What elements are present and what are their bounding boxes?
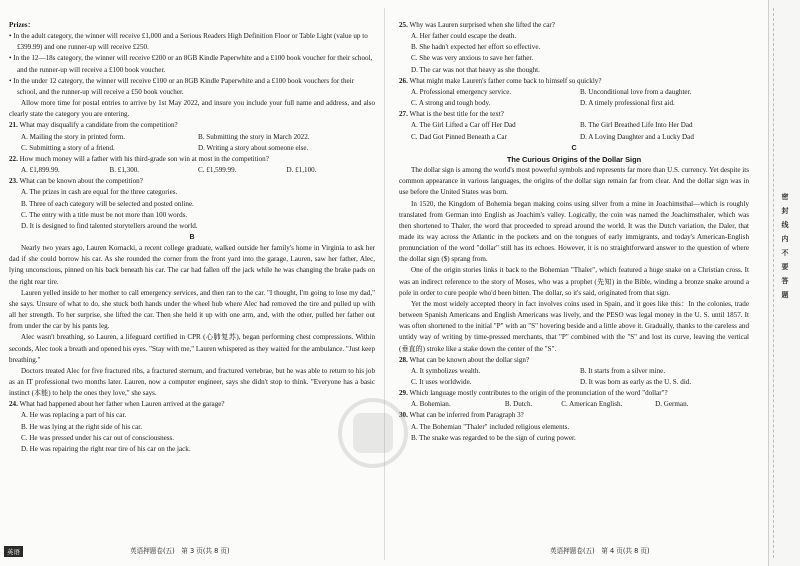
option-a[interactable]: A. The Girl Lifted a Car off Her Dad <box>411 121 516 130</box>
option-b[interactable]: B. It starts from a silver mine. <box>580 366 666 375</box>
prize-item-teen: • In the 12—18s category, the winner will receive £200 or an 8GB Kindle Paperwhite and a £100 book voucher for their school, and the runner-up will receive a £100 book voucher. <box>9 54 373 74</box>
prize-item-adult: • In the adult category, the winner will receive £1,000 and a Serious Readers High Definition Floor or Table Light (value up to £399.99) and one runner-up will receive £250. <box>9 32 368 52</box>
passage-c-title: The Curious Origins of the Dollar Sign <box>506 154 642 164</box>
option-a[interactable]: A. Professional emergency service. <box>411 87 512 96</box>
option-b[interactable]: B. Submitting the story in March 2022. <box>198 132 310 141</box>
question-27: 27. What is the best title for the text? A. The Girl Lifted a Car off Her Dad B. The Girl Breathed Life Into Her Dad C. Dad Got Pinned Beneath a Car D. A Loving Daughter and a Lucky Dad <box>399 109 749 142</box>
option-c[interactable]: C. It uses worldwide. <box>411 378 472 386</box>
watermark-seal-inner <box>353 413 393 453</box>
option-d[interactable]: D. The car was not that heavy as she thought. <box>411 65 540 74</box>
question-28: 28. What can be known about the dollar sign? A. It symbolizes wealth. B. It starts from a silver mine. C. It uses worldwide. D. It was born as early as the U. S. did. <box>399 355 749 388</box>
passage-c-para-4: Yet the most widely accepted theory in fact involves coins used in Spain, and it goes like this：In the colonies, trade between Spanish Americans and English Americans was lively, and the PESO was legal money in the U. S. until 1857. It was often shortened to the initial "P" with an "S" hovering beside and a little above it. Gradually, thanks to the careless and untidy way of writing by time-pressed merchants, that "P" combined with the "S" and lost its curve, leaving the vertical (垂直的) stroke like a stake down the center of the "S". <box>399 299 749 353</box>
option-b[interactable]: B. Three of each category will be selected and posted online. <box>21 199 194 208</box>
passage-c-para-3: One of the origin stories links it back to the Bohemian "Thaler", which featured a huge snake on a Christian cross. It was an indirect reference to the story of Moses, who was a prophet (先知) in the Bible, winding a bronze snake around a pole in order to cure people who'd been bitten. The dollar, so it's said, originated from that sign. <box>399 266 749 297</box>
option-c[interactable]: C. A strong and tough body. <box>411 99 491 108</box>
option-c[interactable]: C. Submitting a story of a friend. <box>21 143 115 152</box>
option-c[interactable]: C. American English. <box>561 400 623 409</box>
option-d[interactable]: D. Writing a story about someone else. <box>198 143 309 152</box>
option-d[interactable]: D. German. <box>655 400 689 409</box>
passage-b-para-1: Nearly two years ago, Lauren Kornacki, a recent college graduate, walked outside her family's home in Virginia to ask her dad if she could borrow his car. As she rounded the corner from the front yard into the garage, Lauren, saw her father, Alec, lying unconscious, pinned on his back beneath his car. The car had fallen off the jack while he was changing the brake pads on the right rear tire. <box>9 244 375 286</box>
option-c[interactable]: C. She was very anxious to save her father. <box>411 54 534 63</box>
prizes-heading: Prizes： <box>9 21 35 29</box>
prize-item-child: • In the under 12 category, the winner will receive £100 or an 8GB Kindle Paperwhite and a £100 book vouchers for their school, and the runner-up will receive a £50 book voucher. <box>9 76 354 96</box>
option-b[interactable]: B. £1,300. <box>109 166 140 175</box>
right-column <box>399 20 749 444</box>
option-a[interactable]: A. Mailing the story in printed form. <box>21 132 126 141</box>
passage-b-para-2: Lauren yelled inside to her mother to call emergency services, and then ran to the car. "I thought, I'm going to lose my dad," she says. Unsure of what to do, she stuck both hands under the wheel hub where Alec had removed the tire and pulled up with all her strength. To her surprise, she lifted the car. Then she held it up with one arm, and, with the other, pulled her father out from under the car by his pants leg. <box>9 288 375 331</box>
question-25: 25. Why was Lauren surprised when she lifted the car? A. Her father could escape the death. B. She hadn't expected her effort so effective. C. She was very anxious to save her father. D. The car was not that heavy as she thought. <box>399 20 749 76</box>
question-29: 29. Which language mostly contributes to the origin of the pronunciation of the word "dollar"? A. Bohemian. B. Dutch. C. American English. D. German. <box>399 388 749 410</box>
watermark-seal-icon <box>338 398 408 468</box>
seal-line-notice: 密 封 线 内 不 要 答 题 <box>781 193 789 299</box>
option-a[interactable]: A. Her father could escape the death. <box>411 32 517 41</box>
seal-dashed-line <box>773 8 774 558</box>
passage-c-para-2: In 1520, the Kingdom of Bohemia began making coins using silver from a mine in Joachimsthal—which is roughly translated from German into English as Joachim's valley. Logically, the coin was named the Joachimsthaler, which was then shortened to Thaler, the word that proceeded to spread around the world. It was the Dutch variation, the Daler, that made its way across the Atlantic in the pockets and on the tongues of early immigrants, and today's American-English pronunciation of the word "dollar" still has its echoes. However, it is no straightforward answer to the question of where the dollar sign ($) sprang from. <box>399 199 749 264</box>
option-c[interactable]: C. Dad Got Pinned Beneath a Car <box>411 132 507 141</box>
option-b[interactable]: B. The Girl Breathed Life Into Her Dad <box>580 121 693 130</box>
left-column <box>9 20 375 455</box>
question-23: 23. What can be known about the competition? A. The prizes in cash are equal for the three categories. B. Three of each category will be selected and posted online. C. The entry with a title must be not more than 100 words. D. It is designed to find talented storytellers around the world. <box>9 176 375 232</box>
option-d[interactable]: D. A Loving Daughter and a Lucky Dad <box>580 132 694 141</box>
question-21: 21. What may disqualify a candidate from the competition? A. Mailing the story in printed form. B. Submitting the story in March 2022. C. Submitting a story of a friend. D. Writing a story about someone else. <box>9 120 375 153</box>
option-a[interactable]: A. It symbolizes wealth. <box>411 366 481 375</box>
seal-line-sidebar <box>768 0 800 566</box>
option-c[interactable]: C. £1,599.99. <box>198 166 237 175</box>
option-c[interactable]: C. The entry with a title must be not more than 100 words. <box>21 210 188 219</box>
column-divider <box>384 8 385 560</box>
question-26: 26. What might make Lauren's father come back to himself so quickly? A. Professional emergency service. B. Unconditional love from a daughter. C. A strong and tough body. D. A timely professional first aid. <box>399 76 749 109</box>
question-22: 22. How much money will a father with his third-grade son win at most in the competition? A. £1,899.99. B. £1,300. C. £1,599.99. D. £1,100. <box>9 154 375 176</box>
passage-b-para-4: Doctors treated Alec for five fractured ribs, a fractured sternum, and fractured vertebrae, but he was able to return to his job as an IT professional two months later. Lauren, now a computer engineer, says she didn't stop to think. "Everyone has a basic instinct (本能) to help the ones they love," she says. <box>9 366 375 398</box>
option-b[interactable]: B. The snake was regarded to be the sign of curing power. <box>411 433 576 442</box>
option-d[interactable]: D. £1,100. <box>286 166 317 175</box>
option-a[interactable]: A. Bohemian. <box>411 400 451 409</box>
option-d[interactable]: D. It is designed to find talented storytellers around the world. <box>21 221 198 230</box>
option-b[interactable]: B. Dutch. <box>504 400 533 409</box>
subject-tag: 英语 <box>4 546 23 557</box>
section-c-heading: C <box>571 143 577 152</box>
option-b[interactable]: B. She hadn't expected her effort so effective. <box>411 43 541 52</box>
option-d[interactable]: D. It was born as early as the U. S. did. <box>580 378 692 386</box>
option-b[interactable]: B. Unconditional love from a daughter. <box>580 87 692 96</box>
option-a[interactable]: A. The Bohemian "Thaler" included religious elements. <box>411 422 570 431</box>
question-24: 24. What had happened about her father when Lauren arrived at the garage? A. He was replacing a part of his car. B. He was lying at the right side of his car. C. He was pressed under his car out of consciousness. D. He was repairing the right rear tire of his car on the jack. <box>9 399 375 455</box>
option-a[interactable]: A. He was replacing a part of his car. <box>21 411 127 420</box>
passage-b-para-3: Alec wasn't breathing, so Lauren, a lifeguard certified in CPR (心肺复苏), began performing chest compressions. Within seconds, Alec took a breath and opened his eyes. "Stay with me," Lauren whispered as they waited for the ambulance. "Just keep breathing." <box>9 333 375 364</box>
passage-c-para-1: The dollar sign is among the world's most powerful symbols and represents far more than U.S. currency. Yet despite its common appearance in various languages, the origins of the dollar sign remain far from clear. And the dollar sign was in use before the United States was born. <box>399 166 749 197</box>
option-c[interactable]: C. He was pressed under his car out of consciousness. <box>21 433 175 442</box>
option-a[interactable]: A. The prizes in cash are equal for the three categories. <box>21 188 178 197</box>
footer-page-4: 英语押题卷(五) 第 4 页(共 8 页) <box>550 547 650 555</box>
option-d[interactable]: D. A timely professional first aid. <box>580 99 675 108</box>
prizes-closing: Allow more time for postal entries to arrive by 1st May 2022, and insure you include your full name and address, and also clearly state the category you are entering. <box>9 99 375 119</box>
section-b-heading: B <box>189 232 195 241</box>
option-d[interactable]: D. He was repairing the right rear tire of his car on the jack. <box>21 444 191 453</box>
footer-page-3: 英语押题卷(五) 第 3 页(共 8 页) <box>130 547 230 555</box>
option-b[interactable]: B. He was lying at the right side of his car. <box>21 422 142 431</box>
question-30: 30. What can be inferred from Paragraph 3? A. The Bohemian "Thaler" included religious elements. B. The snake was regarded to be the sign of curing power. <box>399 410 749 443</box>
option-a[interactable]: A. £1,899.99. <box>21 166 60 175</box>
